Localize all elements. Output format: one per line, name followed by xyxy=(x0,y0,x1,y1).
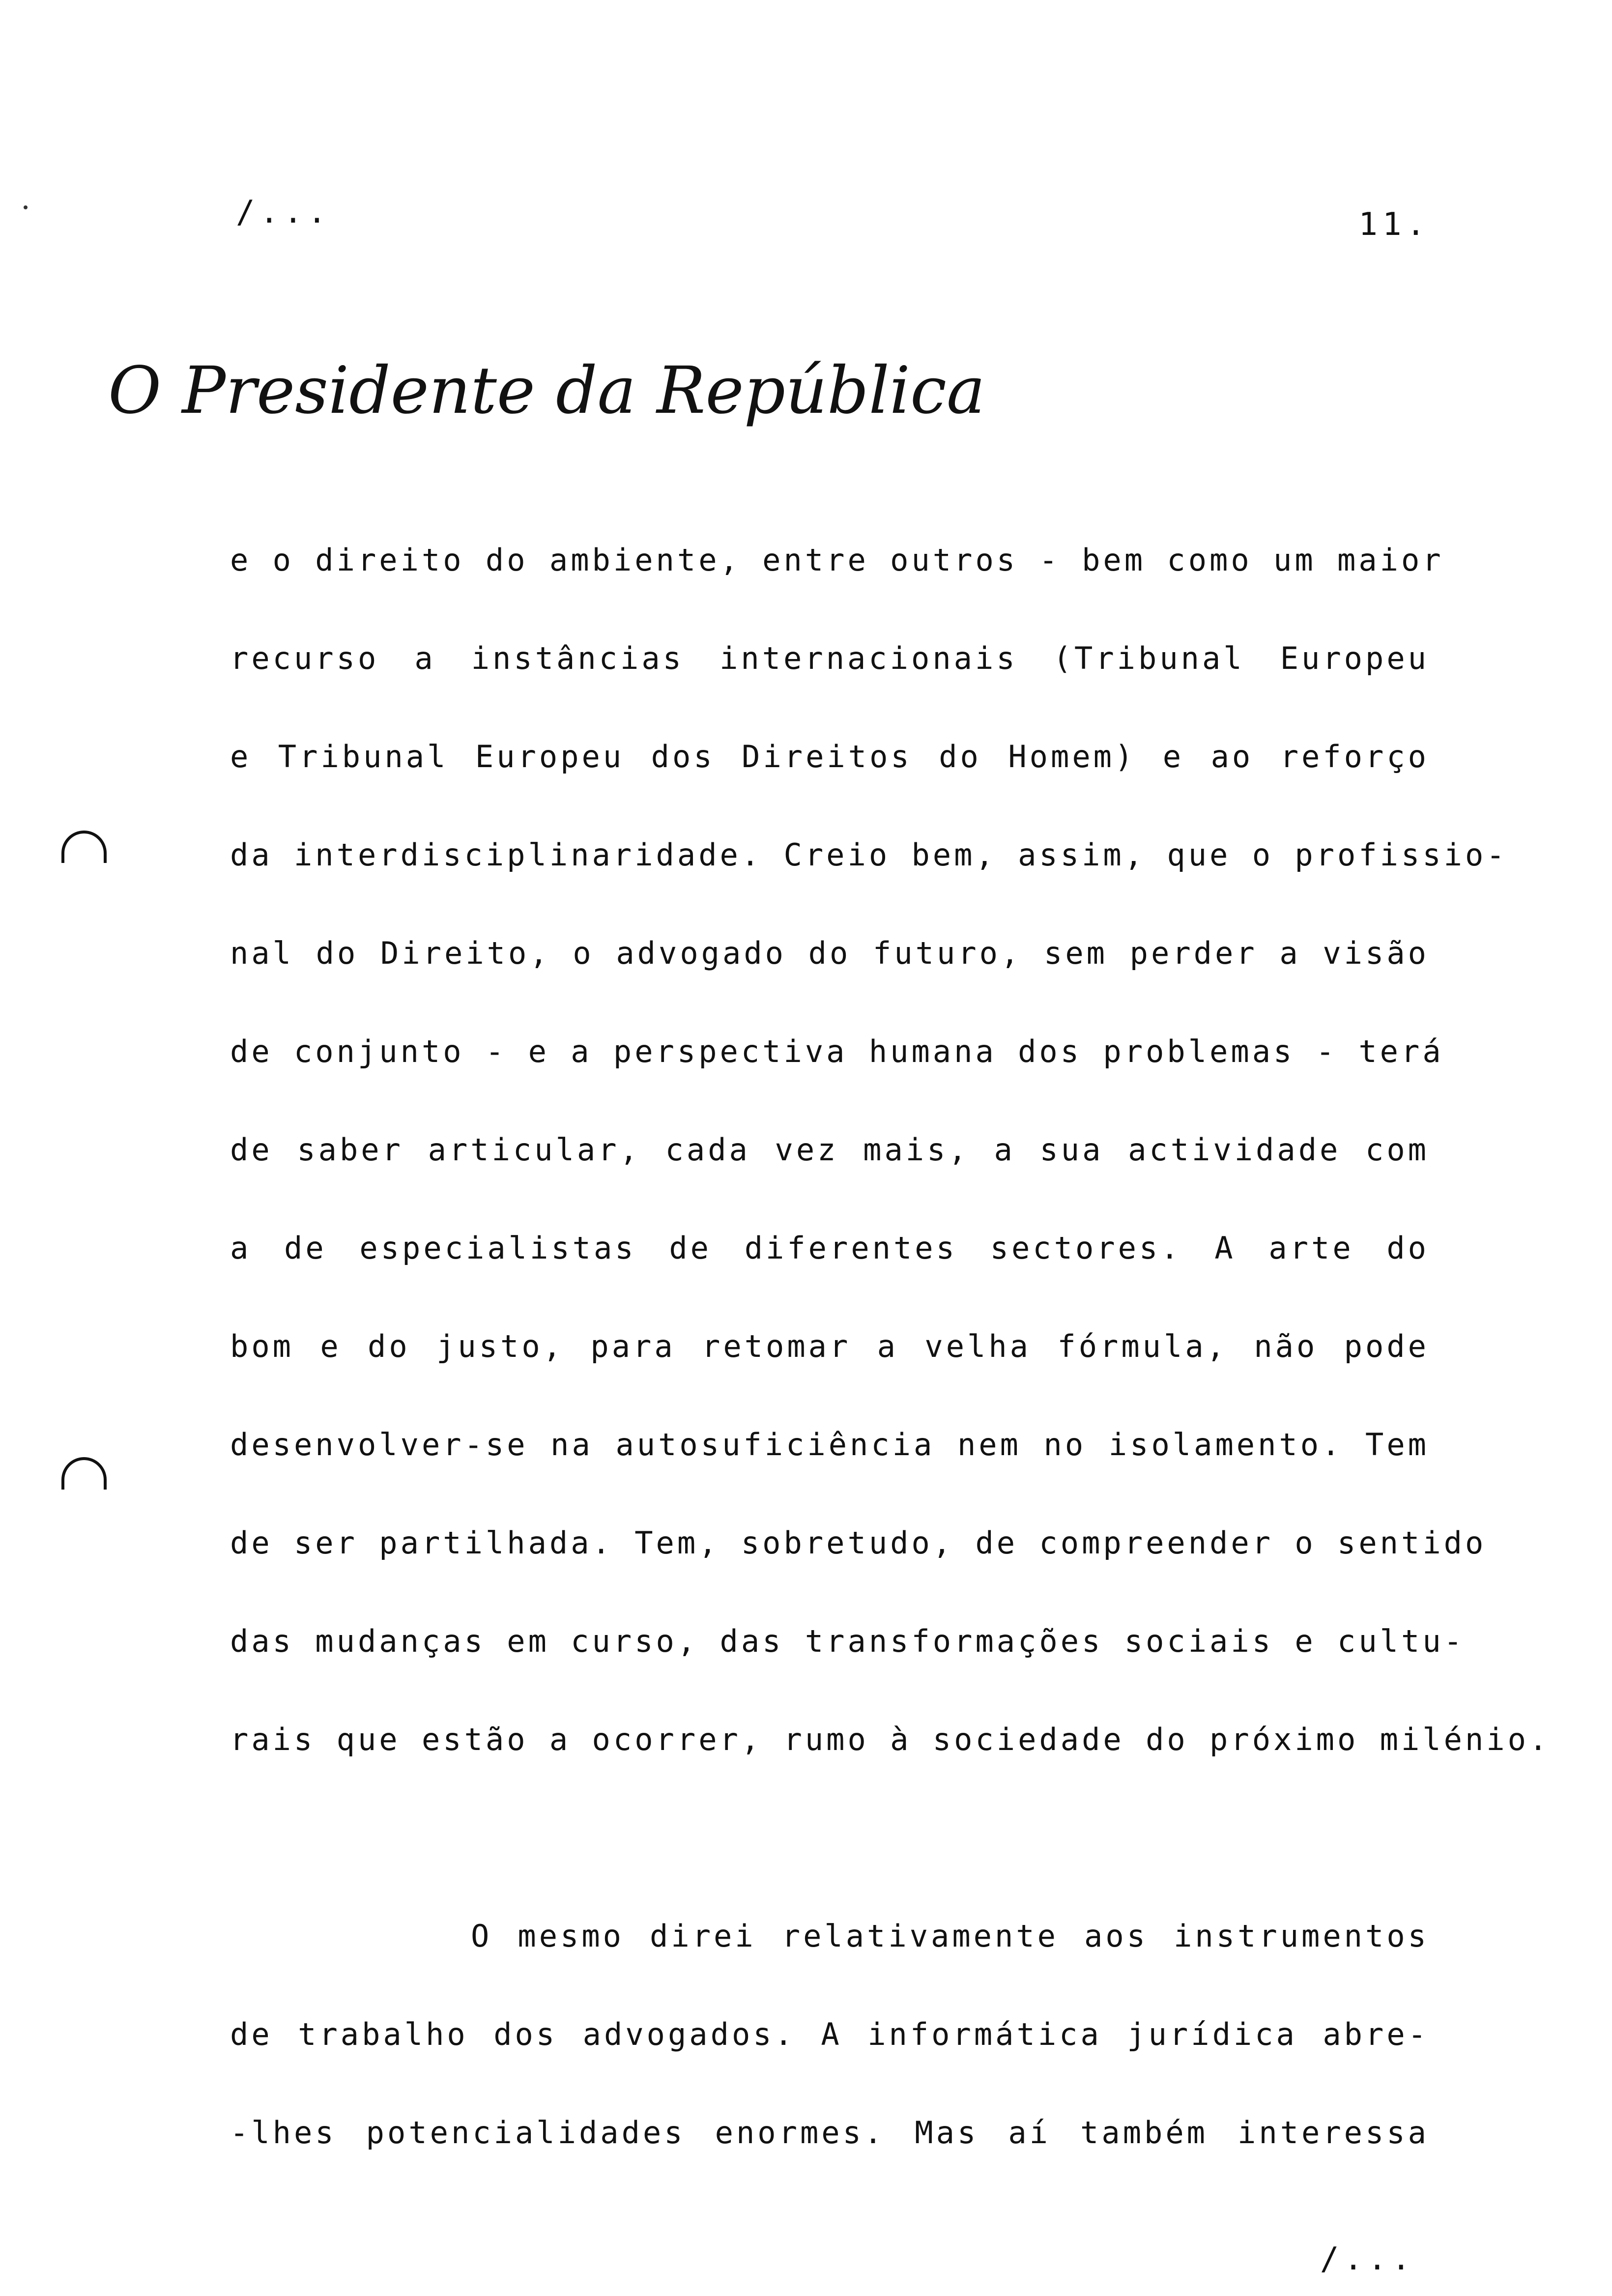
text-line: rais que estão a ocorrer, rumo à sociedade do próximo milénio. xyxy=(230,1722,1551,1757)
text-line: de conjunto - e a perspectiva humana dos problemas - terá xyxy=(230,1033,1444,1069)
continuation-mark-bottom: /... xyxy=(1320,2241,1415,2277)
text-line: de ser partilhada. Tem, sobretudo, de compreender o sentido xyxy=(230,1525,1487,1561)
text-line: nal do Direito, o advogado do futuro, sem perder a visão xyxy=(230,935,1429,971)
page-number: 11. xyxy=(1358,206,1430,243)
text-line: da interdisciplinaridade. Creio bem, assim, que o profissio- xyxy=(230,837,1508,873)
continuation-mark-top: /... xyxy=(236,194,332,230)
text-line: O mesmo direi relativamente aos instrumentos xyxy=(471,1918,1429,1954)
text-line: -lhes potencialidades enormes. Mas aí também interessa xyxy=(230,2115,1429,2151)
text-line: das mudanças em curso, das transformações sociais e cultu- xyxy=(230,1623,1465,1659)
binder-hole-mark xyxy=(61,831,107,863)
text-line: bom e do justo, para retomar a velha fórmula, não pode xyxy=(230,1328,1429,1364)
text-line: de trabalho dos advogados. A informática jurídica abre- xyxy=(230,2016,1429,2052)
letterhead xyxy=(108,339,985,442)
text-line: desenvolver-se na autosuficiência nem no isolamento. Tem xyxy=(230,1427,1429,1463)
text-line: recurso a instâncias internacionais (Tribunal Europeu xyxy=(230,640,1429,676)
body-text xyxy=(230,511,1551,2182)
text-line: e o direito do ambiente, entre outros - bem como um maior xyxy=(230,542,1444,578)
text-line: e Tribunal Europeu dos Direitos do Homem) e ao reforço xyxy=(230,739,1429,775)
letterhead-text: O Presidente da República xyxy=(108,353,985,429)
text-line: de saber articular, cada vez mais, a sua actividade com xyxy=(230,1132,1429,1168)
text-line: a de especialistas de diferentes sectores. A arte do xyxy=(230,1230,1429,1266)
binder-hole-mark xyxy=(61,1457,107,1490)
paragraph-gap xyxy=(230,1789,1429,1887)
scan-speck xyxy=(24,205,28,209)
